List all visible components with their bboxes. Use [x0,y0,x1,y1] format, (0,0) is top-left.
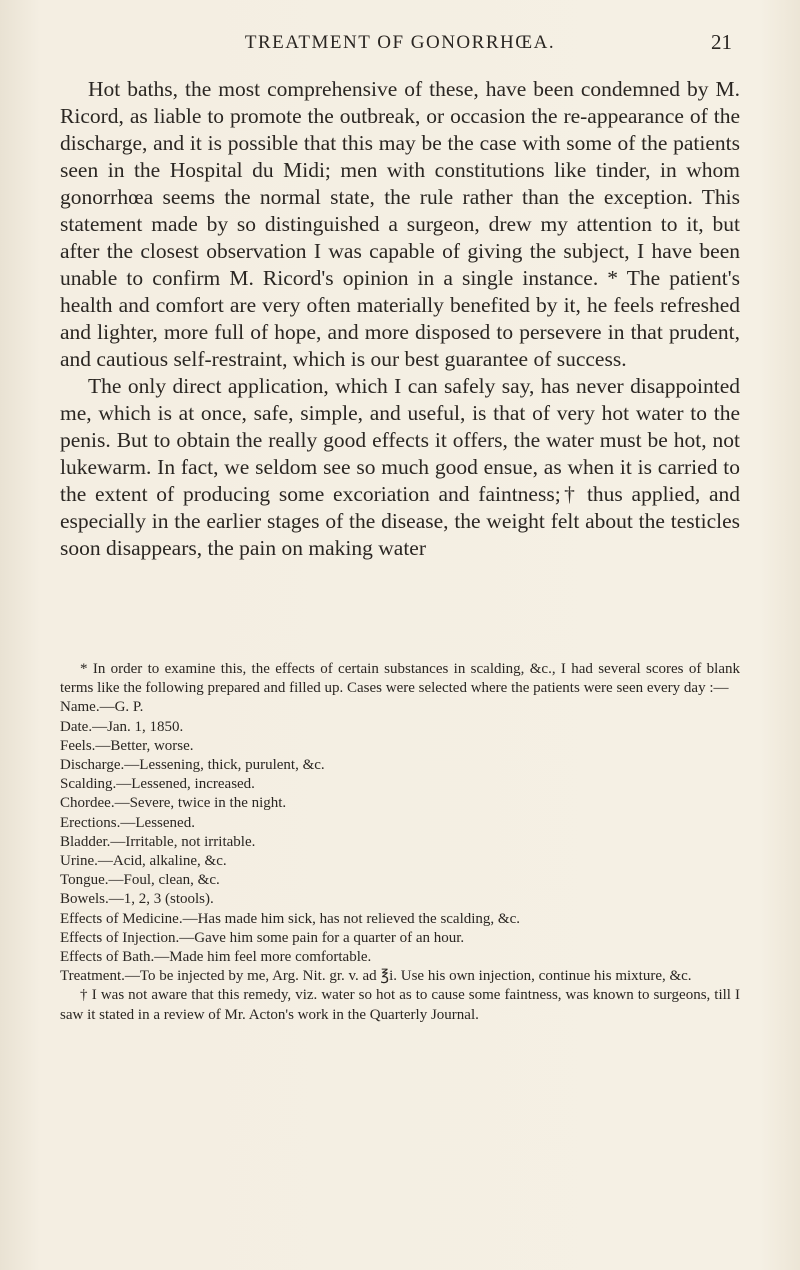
record-urine: Urine.—Acid, alkaline, &c. [60,853,227,870]
record-effects-injection: Effects of Injection.—Gave him some pain for a quarter of an hour. [60,929,465,946]
record-erections: Erections.—Lessened. [60,814,195,831]
record-bladder: Bladder.—Irritable, not irritable. [60,833,256,850]
page-header [60,28,740,58]
record-chordee: Chordee.—Severe, twice in the night. [60,795,287,812]
record-bowels: Bowels.—1, 2, 3 (stools). [60,891,214,908]
record-feels: Feels.—Better, worse. [60,737,194,754]
record-scalding: Scalding.—Lessened, increased. [60,776,255,793]
record-discharge: Discharge.—Lessening, thick, purulent, &c. [60,757,325,774]
record-tongue: Tongue.—Foul, clean, &c. [60,872,220,889]
record-effects-medicine: Effects of Medicine.—Has made him sick, has not relieved the scalding, &c. [60,910,521,927]
body-paragraph: The only direct application, which I can safely say, has never disappointed me, which is at once, safe, simple, and useful, is that of very hot water to the penis. But to obtain the really good effects it offers, the water must be hot, not lukewarm. In fact, we seldom see so much good ensue, as when it is carried to the extent of producing some excoriation and faintness;† thus applied, and especially in the earlier stages of the disease, the weight felt about the testicles soon disappears, the pain on making water [60,374,740,560]
footnotes [60,660,740,1025]
body-paragraph: Hot baths, the most comprehensive of these, have been condemned by M. Ricord, as liable to promote the outbreak, or occasion the re-appearance of the discharge, and it is possible that this may be the case with some of the patients seen in the Hospital du Midi; men with constitutions like tinder, in whom gonorrhœa seems the normal state, the rule rather than the exception. This statement made by so distinguished a surgeon, drew my attention to it, but after the closest observation I was capable of giving the subject, I have been unable to confirm M. Ricord's opinion in a single instance. * The patient's health and comfort are very often materially benefited by it, he feels refreshed and lighter, more full of hope, and more disposed to persevere in that prudent, and cautious self-restraint, which is our best guarantee of success. [60,77,740,371]
record-date: Date.—Jan. 1, 1850. [60,718,184,735]
running-title: TREATMENT OF GONORRHŒA. [244,32,556,53]
footnote-2: † I was not aware that this remedy, viz. water so hot as to cause some faintness, was known to surgeons, till I saw it stated in a review of Mr. Acton's work in the Quarterly Journal. [60,987,740,1023]
page-number: 21 [711,30,732,54]
footnote-1-intro: * In order to examine this, the effects of certain substances in scalding, &c., I had several scores of blank terms like the following prepared and filled up. Cases were selected where the patients were seen every day :— [60,661,740,697]
record-effects-bath: Effects of Bath.—Made him feel more comfortable. [60,949,372,966]
record-treatment: Treatment.—To be injected by me, Arg. Nit. gr. v. ad ℥i. Use his own injection, continue his mixture, &c. [60,968,692,985]
main-text [60,76,740,562]
record-name: Name.—G. P. [60,699,144,716]
